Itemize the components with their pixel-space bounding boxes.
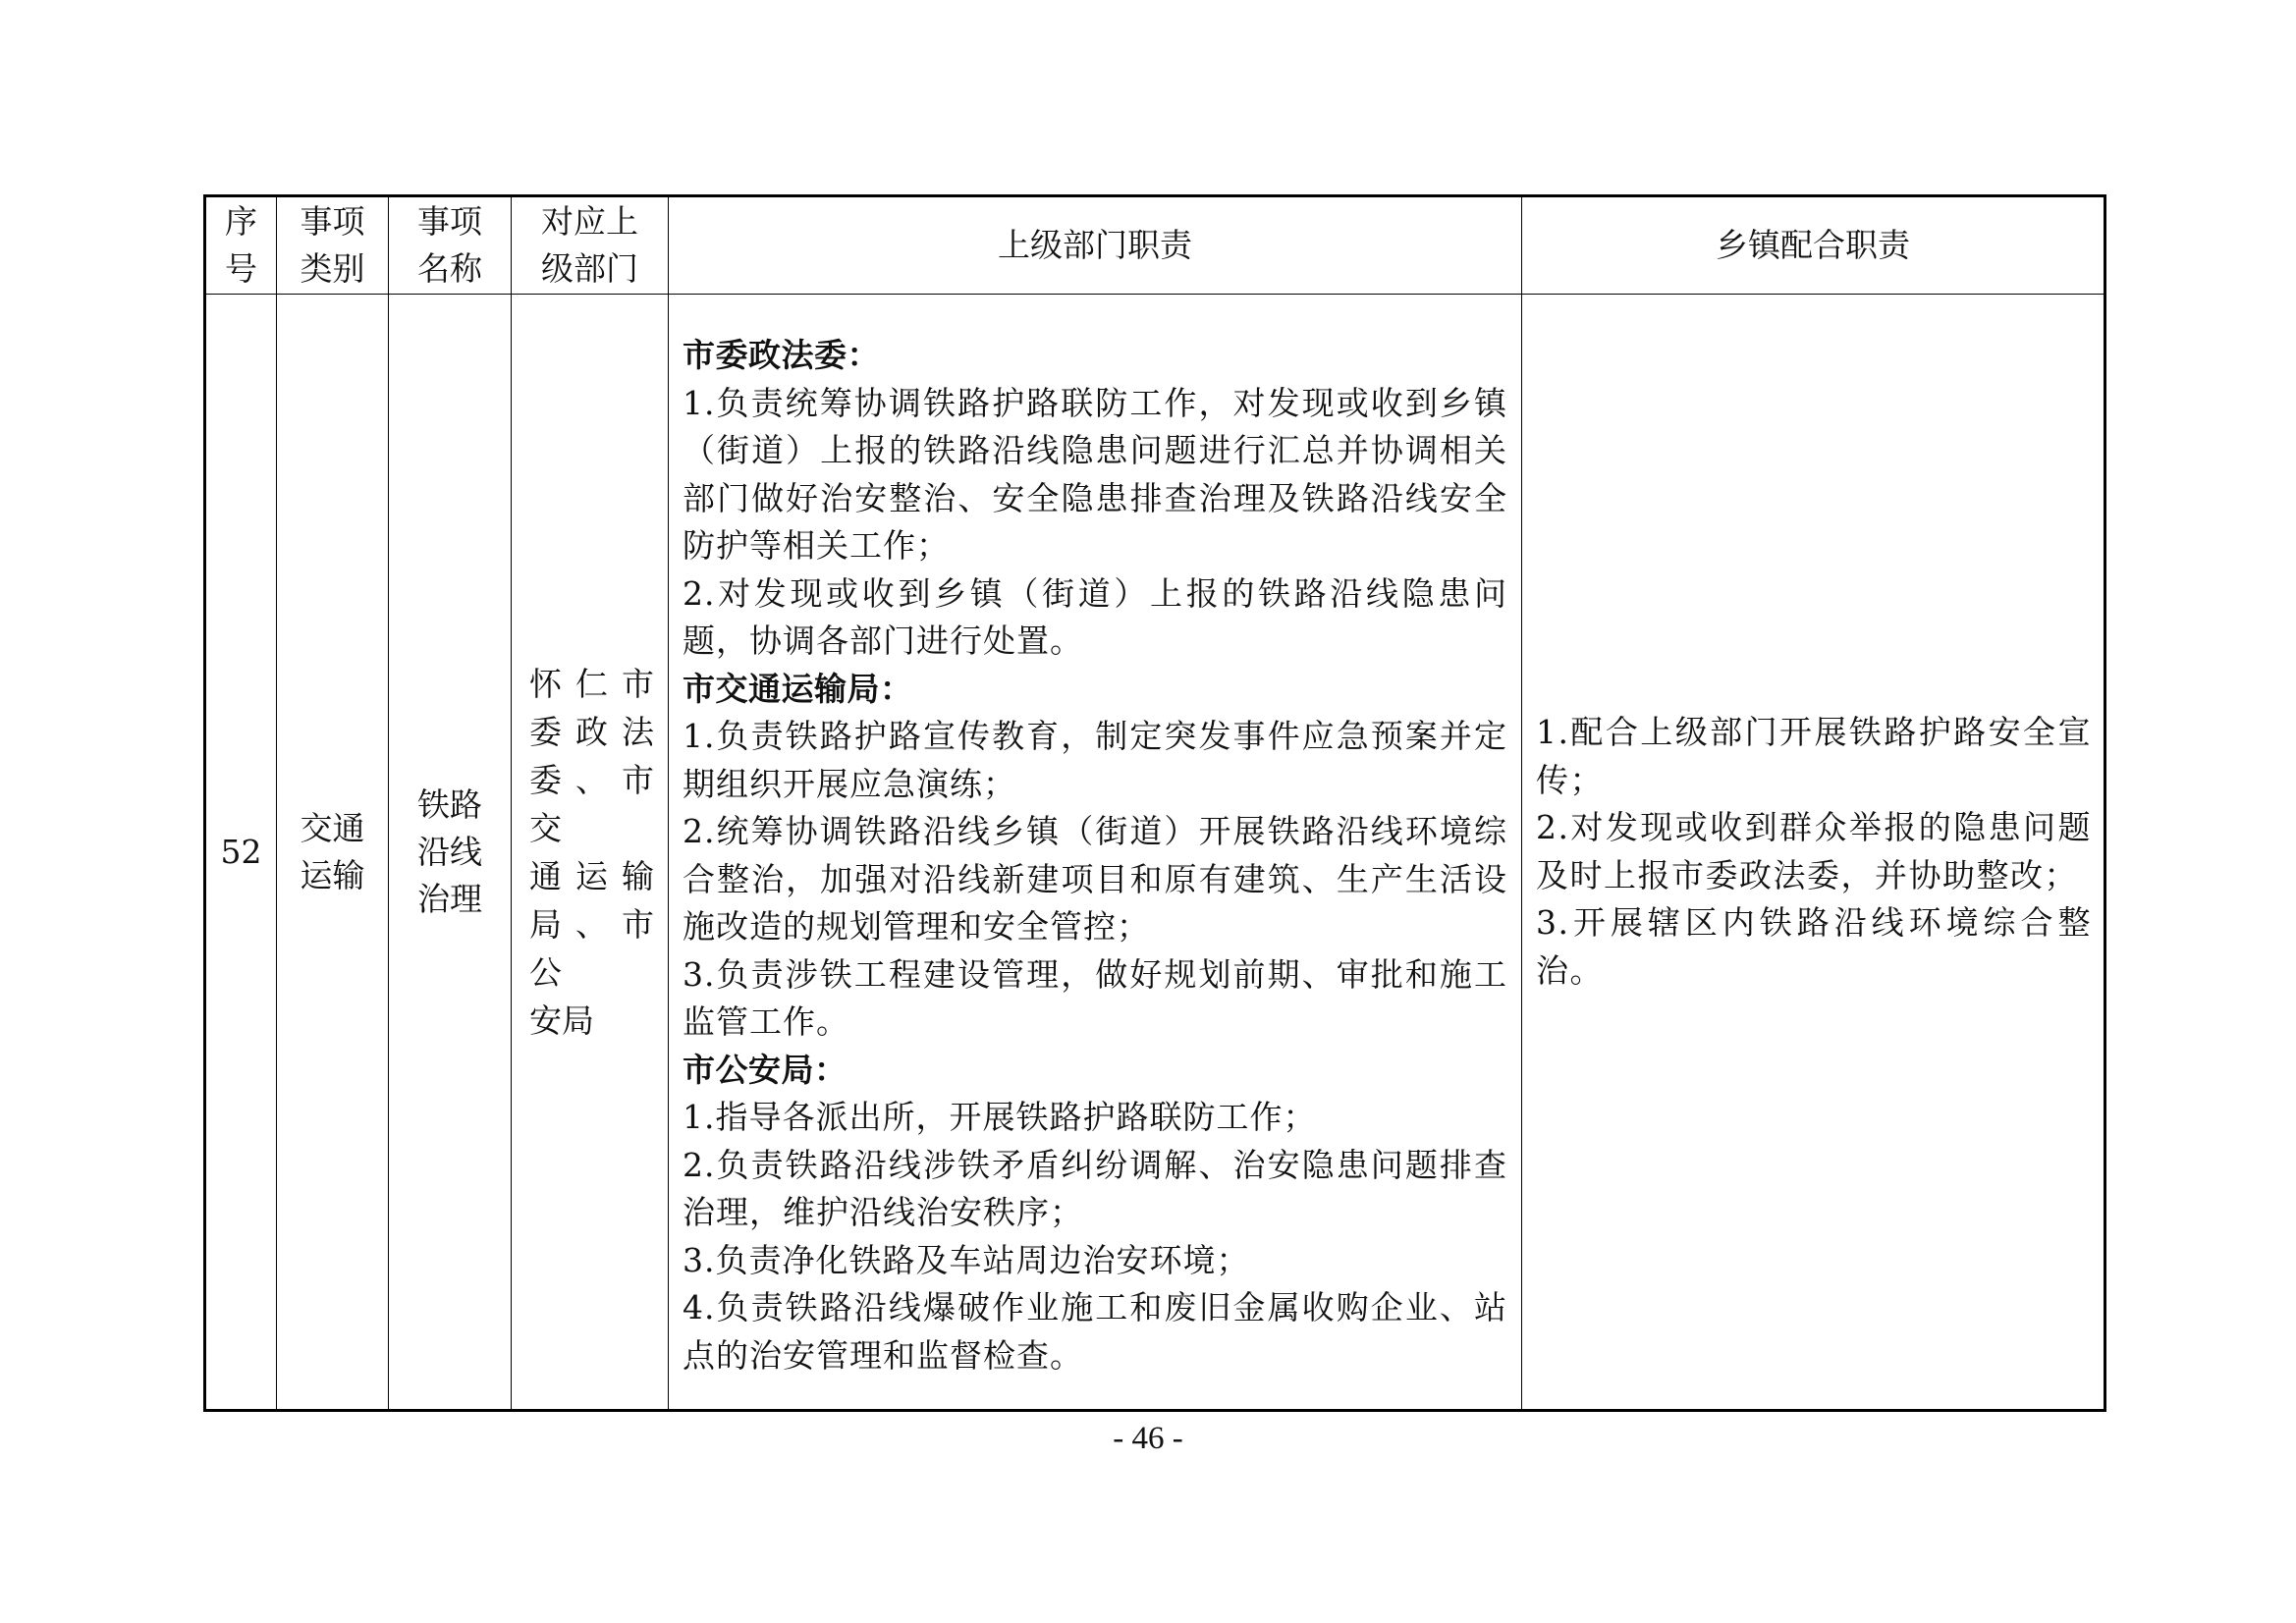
duty-item: 3.负责涉铁工程建设管理，做好规划前期、审批和施工监管工作。 xyxy=(683,954,1507,1041)
duty-item: 2.负责铁路沿线涉铁矛盾纠纷调解、治安隐患问题排查治理，维护沿线治安秩序； xyxy=(683,1145,1507,1231)
table-header-row xyxy=(205,196,2105,295)
duty-item: 1.负责统筹协调铁路护路联防工作，对发现或收到乡镇（街道）上报的铁路沿线隐患问题进行汇总并协调相关部门做好治安整治、安全隐患排查治理及铁路沿线安全防护等相关工作； xyxy=(683,383,1507,565)
cell-dept: 怀仁市 委政法 委、市交 通运输 局、市公 安局 xyxy=(512,295,669,1411)
org-title: 市交通运输局： xyxy=(683,669,913,708)
duty-item: 3.负责净化铁路及车站周边治安环境； xyxy=(683,1240,1250,1279)
org-block-transport xyxy=(683,666,1507,1047)
duty-table-container xyxy=(203,194,2104,1399)
duty-item: 4.负责铁路沿线爆破作业施工和废旧金属收购企业、站点的治安管理和监督检查。 xyxy=(683,1288,1507,1375)
header-num: 序 号 xyxy=(205,196,277,295)
org-block-police xyxy=(683,1047,1507,1380)
header-town-duty: 乡镇配合职责 xyxy=(1522,196,2105,295)
cell-num: 52 xyxy=(205,295,277,1411)
cell-category: 交通 运输 xyxy=(277,295,389,1411)
org-title: 市委政法委： xyxy=(683,336,880,374)
page-number: - 46 - xyxy=(1113,1421,1183,1456)
org-title: 市公安局： xyxy=(683,1050,847,1089)
header-upper-duty: 上级部门职责 xyxy=(669,196,1522,295)
cell-name: 铁路 沿线 治理 xyxy=(389,295,512,1411)
town-duty-item: 3.开展辖区内铁路沿线环境综合整治。 xyxy=(1536,903,2092,990)
duty-item: 2.统筹协调铁路沿线乡镇（街道）开展铁路沿线环境综合整治，加强对沿线新建项目和原有建筑、生产生活设施改造的规划管理和安全管控； xyxy=(683,812,1507,946)
header-dept: 对应上 级部门 xyxy=(512,196,669,295)
duty-item: 1.指导各派出所，开展铁路护路联防工作； xyxy=(683,1098,1317,1136)
header-name: 事项 名称 xyxy=(389,196,512,295)
duty-item: 2.对发现或收到乡镇（街道）上报的铁路沿线隐患问题，协调各部门进行处置。 xyxy=(683,573,1507,660)
town-duty-item: 1.配合上级部门开展铁路护路安全宣传； xyxy=(1536,713,2092,799)
town-duty-item: 2.对发现或收到群众举报的隐患问题及时上报市委政法委，并协助整改； xyxy=(1536,808,2092,894)
duty-item: 1.负责铁路护路宣传教育，制定突发事件应急预案并定期组织开展应急演练； xyxy=(683,717,1507,803)
duty-table xyxy=(203,194,2106,1412)
cell-town-duty xyxy=(1522,295,2105,1411)
header-category: 事项 类别 xyxy=(277,196,389,295)
org-block-politics xyxy=(683,332,1507,666)
table-row xyxy=(205,295,2105,1411)
cell-upper-duty xyxy=(669,295,1522,1411)
